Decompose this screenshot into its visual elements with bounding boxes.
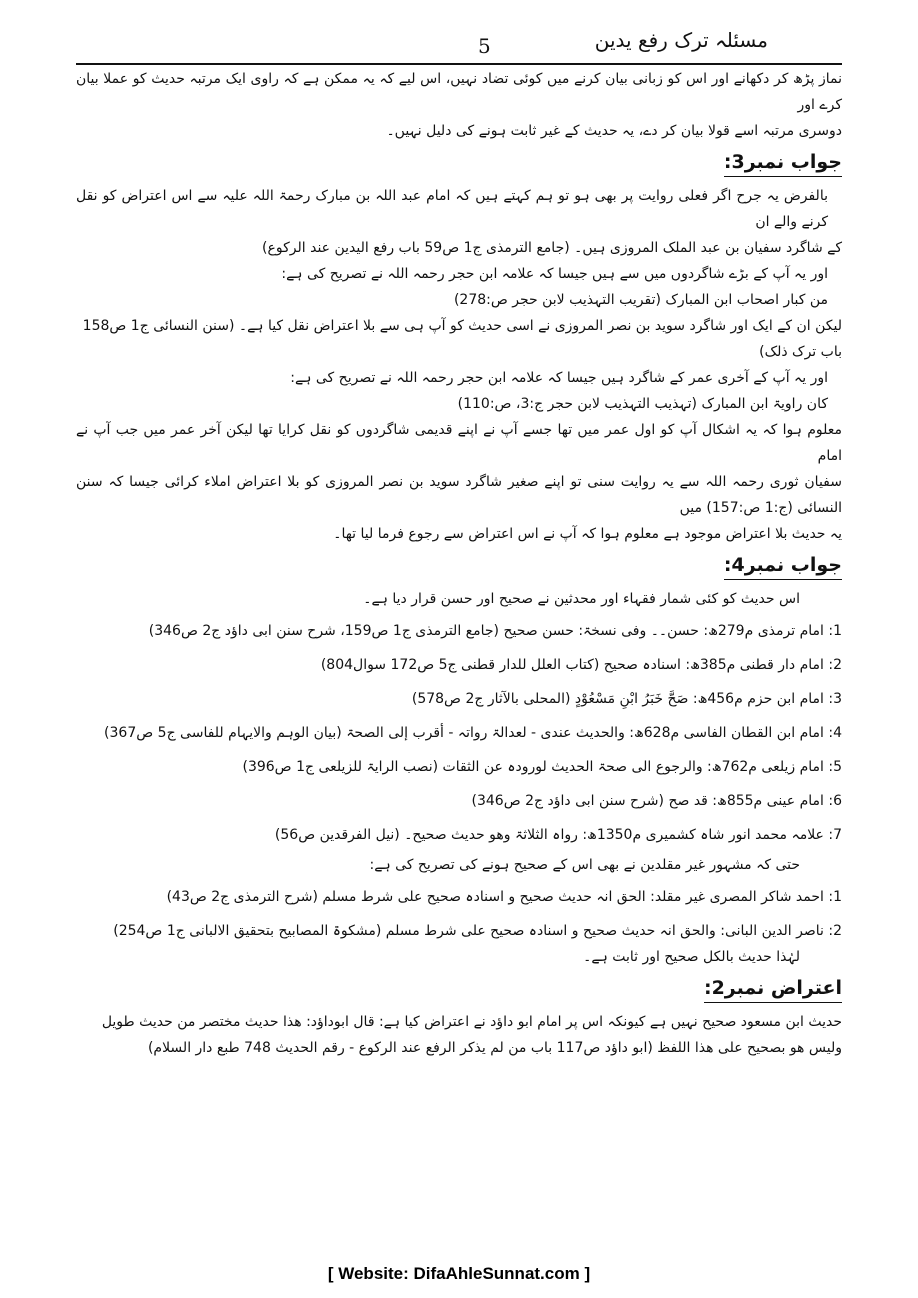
list-item: 2: ناصر الدین البانی: والحق انہ حدیث صحیح و اسنادہ صحیح علی شرط مسلم (مشکوۃ المصابیح بتحقیق الالبانی ج1 ص254)	[113, 923, 842, 939]
answer-4-heading: جواب نمبر4:	[724, 553, 842, 580]
website-footer: [ Website: DifaAhleSunnat.com ]	[327, 1264, 591, 1283]
header-divider	[76, 63, 842, 65]
list-item: 1: امام ترمذی م279ھ: حسن۔۔ وفی نسخۃ: حسن صحیح (جامع الترمذی ج1 ص159، شرح سنن ابی داؤد ج2 ص346)	[148, 623, 842, 639]
paragraph-2-line-1: بالفرض یہ جرح اگر فعلی روایت پر بھی ہو تو ہم کہتے ہیں کہ امام عبد اللہ بن مبارک رحمۃ اللہ علیہ سے اس اعتراض کو نقل کرنے والے ان	[76, 188, 828, 230]
page-number: 5	[478, 34, 491, 58]
paragraph-1-line-2: دوسری مرتبہ اسے قولا بیان کر دے، یہ حدیث کے غیر ثابت ہونے کی دلیل نہیں۔	[386, 123, 842, 139]
running-title: مسئلہ ترک رفع یدین	[594, 28, 768, 52]
paragraph-3: اور یہ آپ کے بڑے شاگردوں میں سے ہیں جیسا کہ علامہ ابن حجر رحمہ اللہ نے تصریح کی ہے:	[281, 266, 828, 282]
list-item: 2: امام دار قطنی م385ھ: اسنادہ صحیح (کتاب العلل للدار قطنی ج5 ص172 سوال804)	[320, 657, 842, 673]
paragraph-5: لیکن ان کے ایک اور شاگرد سوید بن نصر المروزی نے اسی حدیث کو آپ ہی سے بلا اعتراض نقل کیا ہے۔ (سنن النسائی ج1 ص158 باب ترک ذلک)	[82, 318, 842, 360]
document-body	[76, 66, 842, 1061]
paragraph-8-line-1: معلوم ہوا کہ یہ اشکال آپ کو اول عمر میں تھا جسے آپ نے اپنے قدیمی شاگردوں کو نقل کرایا تھا لیکن آخر عمر میں جب آپ نے امام	[76, 422, 842, 464]
objection-2-heading: اعتراض نمبر2:	[704, 976, 842, 1003]
list-item: 1: احمد شاکر المصری غیر مقلد: الحق انہ حدیث صحیح و اسنادہ صحیح علی شرط مسلم (شرح الترمذی ج2 ص43)	[166, 889, 842, 905]
list-item: 4: امام ابن القطان الفاسی م628ھ: والحدیث عندی - لعدالۃ رواتہ - أقرب إلی الصحۃ (بیان الوہم والایہام للفاسی ج5 ص367)	[104, 725, 842, 741]
paragraph-8-line-3: یہ حدیث بلا اعتراض موجود ہے معلوم ہوا کہ آپ نے اس اعتراض سے رجوع فرما لیا تھا۔	[333, 526, 842, 542]
paragraph-12-line-2: ولیس ھو بصحیح علی ھذا اللفظ (ابو داؤد ص117 باب من لم یذکر الرفع عند الرکوع - رقم الحدیث 748 طبع دار السلام)	[147, 1040, 842, 1056]
quote-2: کان راویۃ ابن المبارک (تہذیب التہذیب لابن حجر ج:3، ص:110)	[457, 396, 828, 412]
paragraph-9: اس حدیث کو کئی شمار فقہاء اور محدثین نے صحیح اور حسن قرار دیا ہے۔	[363, 591, 800, 607]
list-item: 6: امام عینی م855ھ: قد صح (شرح سنن ابی داؤد ج2 ص346)	[471, 793, 842, 809]
paragraph-12-line-1: حدیث ابن مسعود صحیح نہیں ہے کیونکہ اس پر امام ابو داؤد نے اعتراض کیا ہے: قال ابوداؤد: ھذا حدیث مختصر من حدیث طویل	[101, 1014, 842, 1030]
answer-3-heading: جواب نمبر3:	[724, 150, 842, 177]
list-item: 3: امام ابن حزم م456ھ: صَحَّ خَبَرُ ابْنِ مَسْعُوْدٍ (المحلی بالآثار ج2 ص578)	[411, 691, 842, 707]
list-item: 5: امام زیلعی م762ھ: والرجوع الی صحۃ الحدیث لورودہ عن الثقات (نصب الرایۃ للزیلعی ج1 ص396)	[242, 759, 842, 775]
list-item: 7: علامہ محمد انور شاہ کشمیری م1350ھ: رواہ الثلاثۃ وھو حدیث صحیح۔ (نیل الفرقدین ص56)	[274, 827, 842, 843]
paragraph-10: حتی کہ مشہور غیر مقلدین نے بھی اس کے صحیح ہونے کی تصریح کی ہے:	[369, 857, 800, 873]
paragraph-6: اور یہ آپ کے آخری عمر کے شاگرد ہیں جیسا کہ علامہ ابن حجر رحمہ اللہ نے تصریح کی ہے:	[290, 370, 828, 386]
paragraph-11: لہٰذا حدیث بالکل صحیح اور ثابت ہے۔	[583, 949, 800, 965]
paragraph-8-line-2: سفیان ثوری رحمہ اللہ سے یہ روایت سنی تو اپنے صغیر شاگرد سوید بن نصر المروزی کو بلا اعتراض املاء کرائی جیسا کہ سنن النسائی (ج:1 ص:157) میں	[76, 474, 842, 516]
paragraph-1-line-1: نماز پڑھ کر دکھانے اور اس کو زبانی بیان کرنے میں کوئی تضاد نہیں، اس لیے کہ یہ ممکن ہے کہ راوی ایک مرتبہ حدیث کو عملا بیان کرے اور	[76, 71, 842, 113]
paragraph-2-line-2: کے شاگرد سفیان بن عبد الملک المروزی ہیں۔ (جامع الترمذی ج1 ص59 باب رفع الیدین عند الرکوع)	[262, 240, 842, 256]
quote-1: من کبار اصحاب ابن المبارک (تقریب التہذیب لابن حجر ص:278)	[453, 292, 828, 308]
